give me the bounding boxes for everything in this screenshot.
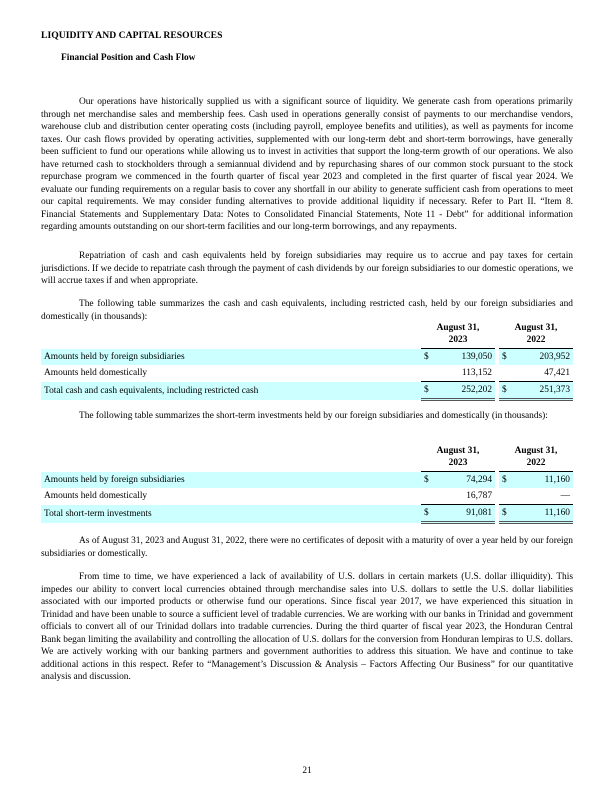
column-header-2022: August 31, 2022: [499, 323, 573, 349]
table-header-row: [41, 323, 573, 349]
value-2022: 11,160: [520, 472, 573, 489]
column-header-2022: August 31, 2022: [499, 446, 573, 472]
value-2022: —: [560, 491, 570, 501]
paragraph-operations-liquidity: Our operations have historically supplied us with a significant source of liquidity. We generate cash from operations primarily through net merchandise sales and membership fees. Cash used in operations generally consist of payments to our merchandise vendors, warehouse club and distribution center operating costs (including payroll, employee benefits and utilities), as well as payments for income taxes. Our cash flows provided by operating activities, supplemented with our long-term debt and short-term borrowings, have generally been sufficient to fund our operations while allowing us to invest in activities that support the long-term growth of our operations. We also have returned cash to stockholders through a semiannual dividend and by repurchasing shares of our common stock pursuant to the stock repurchase program we commenced in the fourth quarter of fiscal year 2023 and completed in the first quarter of fiscal year 2024. We evaluate our funding requirements on a regular basis to cover any shortfall in our ability to generate sufficient cash from operations to meet our capital requirements. We may consider funding alternatives to provide additional liquidity if necessary. Refer to Part II. “Item 8. Financial Statements and Supplementary Data: Notes to Consolidated Financial Statements, Note 11 - Debt” for additional information regarding amounts outstanding on our short-term facilities and our long-term borrowings, and any repayments.: [41, 97, 573, 232]
value-2023: 252,202: [442, 382, 495, 400]
table-row: [41, 488, 573, 505]
table-row: Amounts held by foreign subsidiaries $ 74,294 $ 11,160: [41, 472, 573, 489]
row-label: Amounts held domestically: [44, 491, 148, 502]
paragraph-cash-table-intro: The following table summarizes the cash and cash equivalents, including restricted cash, held by our foreign subsidiaries and domestically (in thousands):: [41, 299, 573, 322]
column-header-2023: August 31, 2023: [421, 446, 495, 472]
row-label: Amounts held by foreign subsidiaries: [41, 349, 421, 366]
row-label: Total cash and cash equivalents, including restricted cash: [41, 382, 421, 400]
table-header-row: [41, 446, 573, 472]
row-label: Amounts held domestically: [44, 368, 148, 379]
value-2023: 74,294: [442, 472, 495, 489]
value-2023: 113,152: [461, 368, 492, 378]
table-row: Amounts held by foreign subsidiaries $ 139,050 $ 203,952: [41, 349, 573, 366]
row-label: Amounts held by foreign subsidiaries: [41, 472, 421, 489]
value-2023: 91,081: [442, 505, 495, 523]
value-2022: 11,160: [520, 505, 573, 523]
paragraph-dollar-illiquidity: From time to time, we have experienced a lack of availability of U.S. dollars in certain markets (U.S. dollar illiquidity). This impedes our ability to convert local currencies obtained through merchandise sales into U.S. dollars to settle the U.S. dollar liabilities associated with our imported products or otherwise fund our operations. Since fiscal year 2017, we have experienced this situation in Trinidad and have been unable to source a sufficient level of tradable currencies. We are working with our banks in Trinidad and government officials to convert all of our Trinidad dollars into tradable currencies. During the third quarter of fiscal year 2023, the Honduran Central Bank began limiting the availability and controlling the allocation of U.S. dollars for the conversion from Honduran lempiras to U.S. dollars. We are actively working with our banking partners and government authorities to address this situation. We have and continue to take additional actions in this respect. Refer to “Management’s Discussion & Analysis – Factors Affecting Our Business” for our quantitative analysis and discussion.: [41, 572, 573, 682]
short-term-investments-table: [41, 446, 573, 524]
paragraph-investments-table-intro: The following table summarizes the short-term investments held by our foreign subsidiaries and domestically (in thousands):: [79, 411, 548, 421]
table-row: [41, 365, 573, 382]
row-label: Total short-term investments: [41, 505, 421, 523]
table-total-row: Total short-term investments $ 91,081 $ 11,160: [41, 505, 573, 523]
value-2023: 139,050: [442, 349, 495, 366]
paragraph-certificates-of-deposit: As of August 31, 2023 and August 31, 2022, there were no certificates of deposit with a maturity of over a year held by our foreign subsidiaries or domestically.: [41, 536, 573, 559]
paragraph-repatriation: Repatriation of cash and cash equivalents held by foreign subsidiaries may require us to accrue and pay taxes for certain jurisdictions. If we decide to repatriate cash through the payment of cash dividends by our foreign subsidiaries to our domestic operations, we will accrue taxes if and when appropriate.: [41, 251, 573, 286]
table-total-row: Total cash and cash equivalents, including restricted cash $ 252,202 $ 251,373: [41, 382, 573, 400]
value-2022: 203,952: [520, 349, 573, 366]
value-2022: 251,373: [520, 382, 573, 400]
subsection-title: Financial Position and Cash Flow: [61, 53, 196, 63]
section-title: LIQUIDITY AND CAPITAL RESOURCES: [41, 30, 223, 41]
page-number: 21: [302, 766, 312, 776]
cash-equivalents-table: [41, 323, 573, 401]
value-2022: 47,421: [544, 368, 570, 378]
value-2023: 16,787: [466, 491, 492, 501]
column-header-2023: August 31, 2023: [421, 323, 495, 349]
